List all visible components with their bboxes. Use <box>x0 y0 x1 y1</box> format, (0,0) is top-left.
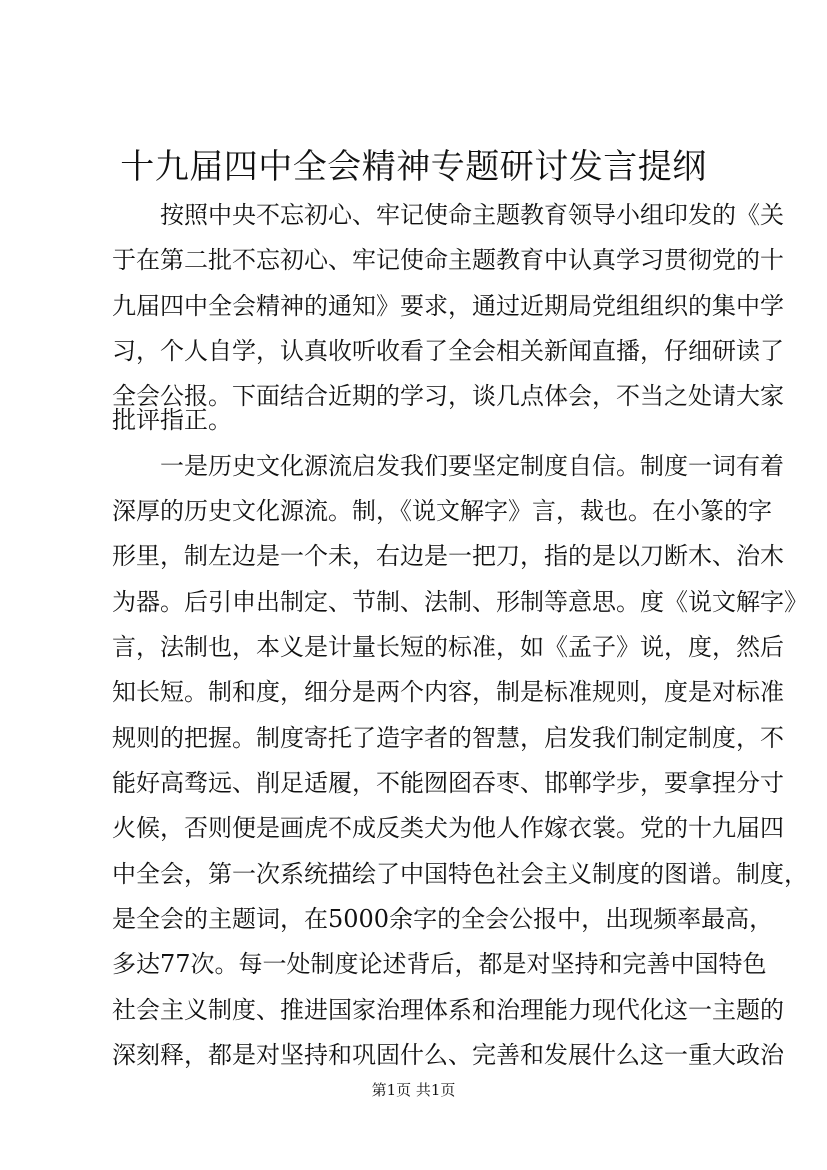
paragraph-line: 于在第二批不忘初心、牢记使命主题教育中认真学习贯彻党的十 <box>112 246 784 274</box>
paragraph-line: 能好高骛远、削足适履，不能囫囵吞枣、邯郸学步，要拿捏分寸 <box>112 769 784 797</box>
paragraph-line: 九届四中全会精神的通知》要求，通过近期局党组组织的集中学 <box>112 292 784 320</box>
paragraph-line: 全会公报。下面结合近期的学习，谈几点体会，不当之处请大家 <box>112 382 784 410</box>
paragraph-line: 深刻释，都是对坚持和巩固什么、完善和发展什么这一重大政治 <box>112 1041 784 1069</box>
paragraph-line: 多达77次。每一处制度论述背后，都是对坚持和完善中国特色 <box>112 950 767 978</box>
page-number-footer: 第1页 共1页 <box>371 1081 456 1099</box>
paragraph-line: 是全会的主题词，在5000余字的全会公报中，出现频率最高， <box>112 905 774 933</box>
paragraph-line: 火候，否则便是画虎不成反类犬为他人作嫁衣裳。党的十九届四 <box>112 814 784 842</box>
paragraph-line: 一是历史文化源流启发我们要坚定制度自信。制度一词有着 <box>160 452 784 480</box>
paragraph-line: 言，法制也，本义是计量长短的标准，如《孟子》说，度，然后 <box>112 633 784 661</box>
paragraph-line: 批评指正。 <box>112 406 232 434</box>
paragraph-line: 中全会，第一次系统描绘了中国特色社会主义制度的图谱。制度， <box>112 860 808 888</box>
document-title: 十九届四中全会精神专题研讨发言提纲 <box>120 147 707 187</box>
paragraph-line: 习，个人自学，认真收听收看了全会相关新闻直播，仔细研读了 <box>112 337 784 365</box>
paragraph-line: 知长短。制和度，细分是两个内容，制是标准规则，度是对标准 <box>112 678 784 706</box>
paragraph-line: 规则的把握。制度寄托了造字者的智慧，启发我们制定制度，不 <box>112 724 784 752</box>
paragraph-line: 为器。后引申出制定、节制、法制、形制等意思。度《说文解字》 <box>112 588 808 616</box>
paragraph-line: 按照中央不忘初心、牢记使命主题教育领导小组印发的《关 <box>160 201 784 229</box>
paragraph-line: 深厚的历史文化源流。制，《说文解字》言，裁也。在小篆的字 <box>112 497 772 525</box>
paragraph-line: 社会主义制度、推进国家治理体系和治理能力现代化这一主题的 <box>112 996 784 1024</box>
paragraph-line: 形里，制左边是一个未，右边是一把刀，指的是以刀断木、治木 <box>112 542 784 570</box>
